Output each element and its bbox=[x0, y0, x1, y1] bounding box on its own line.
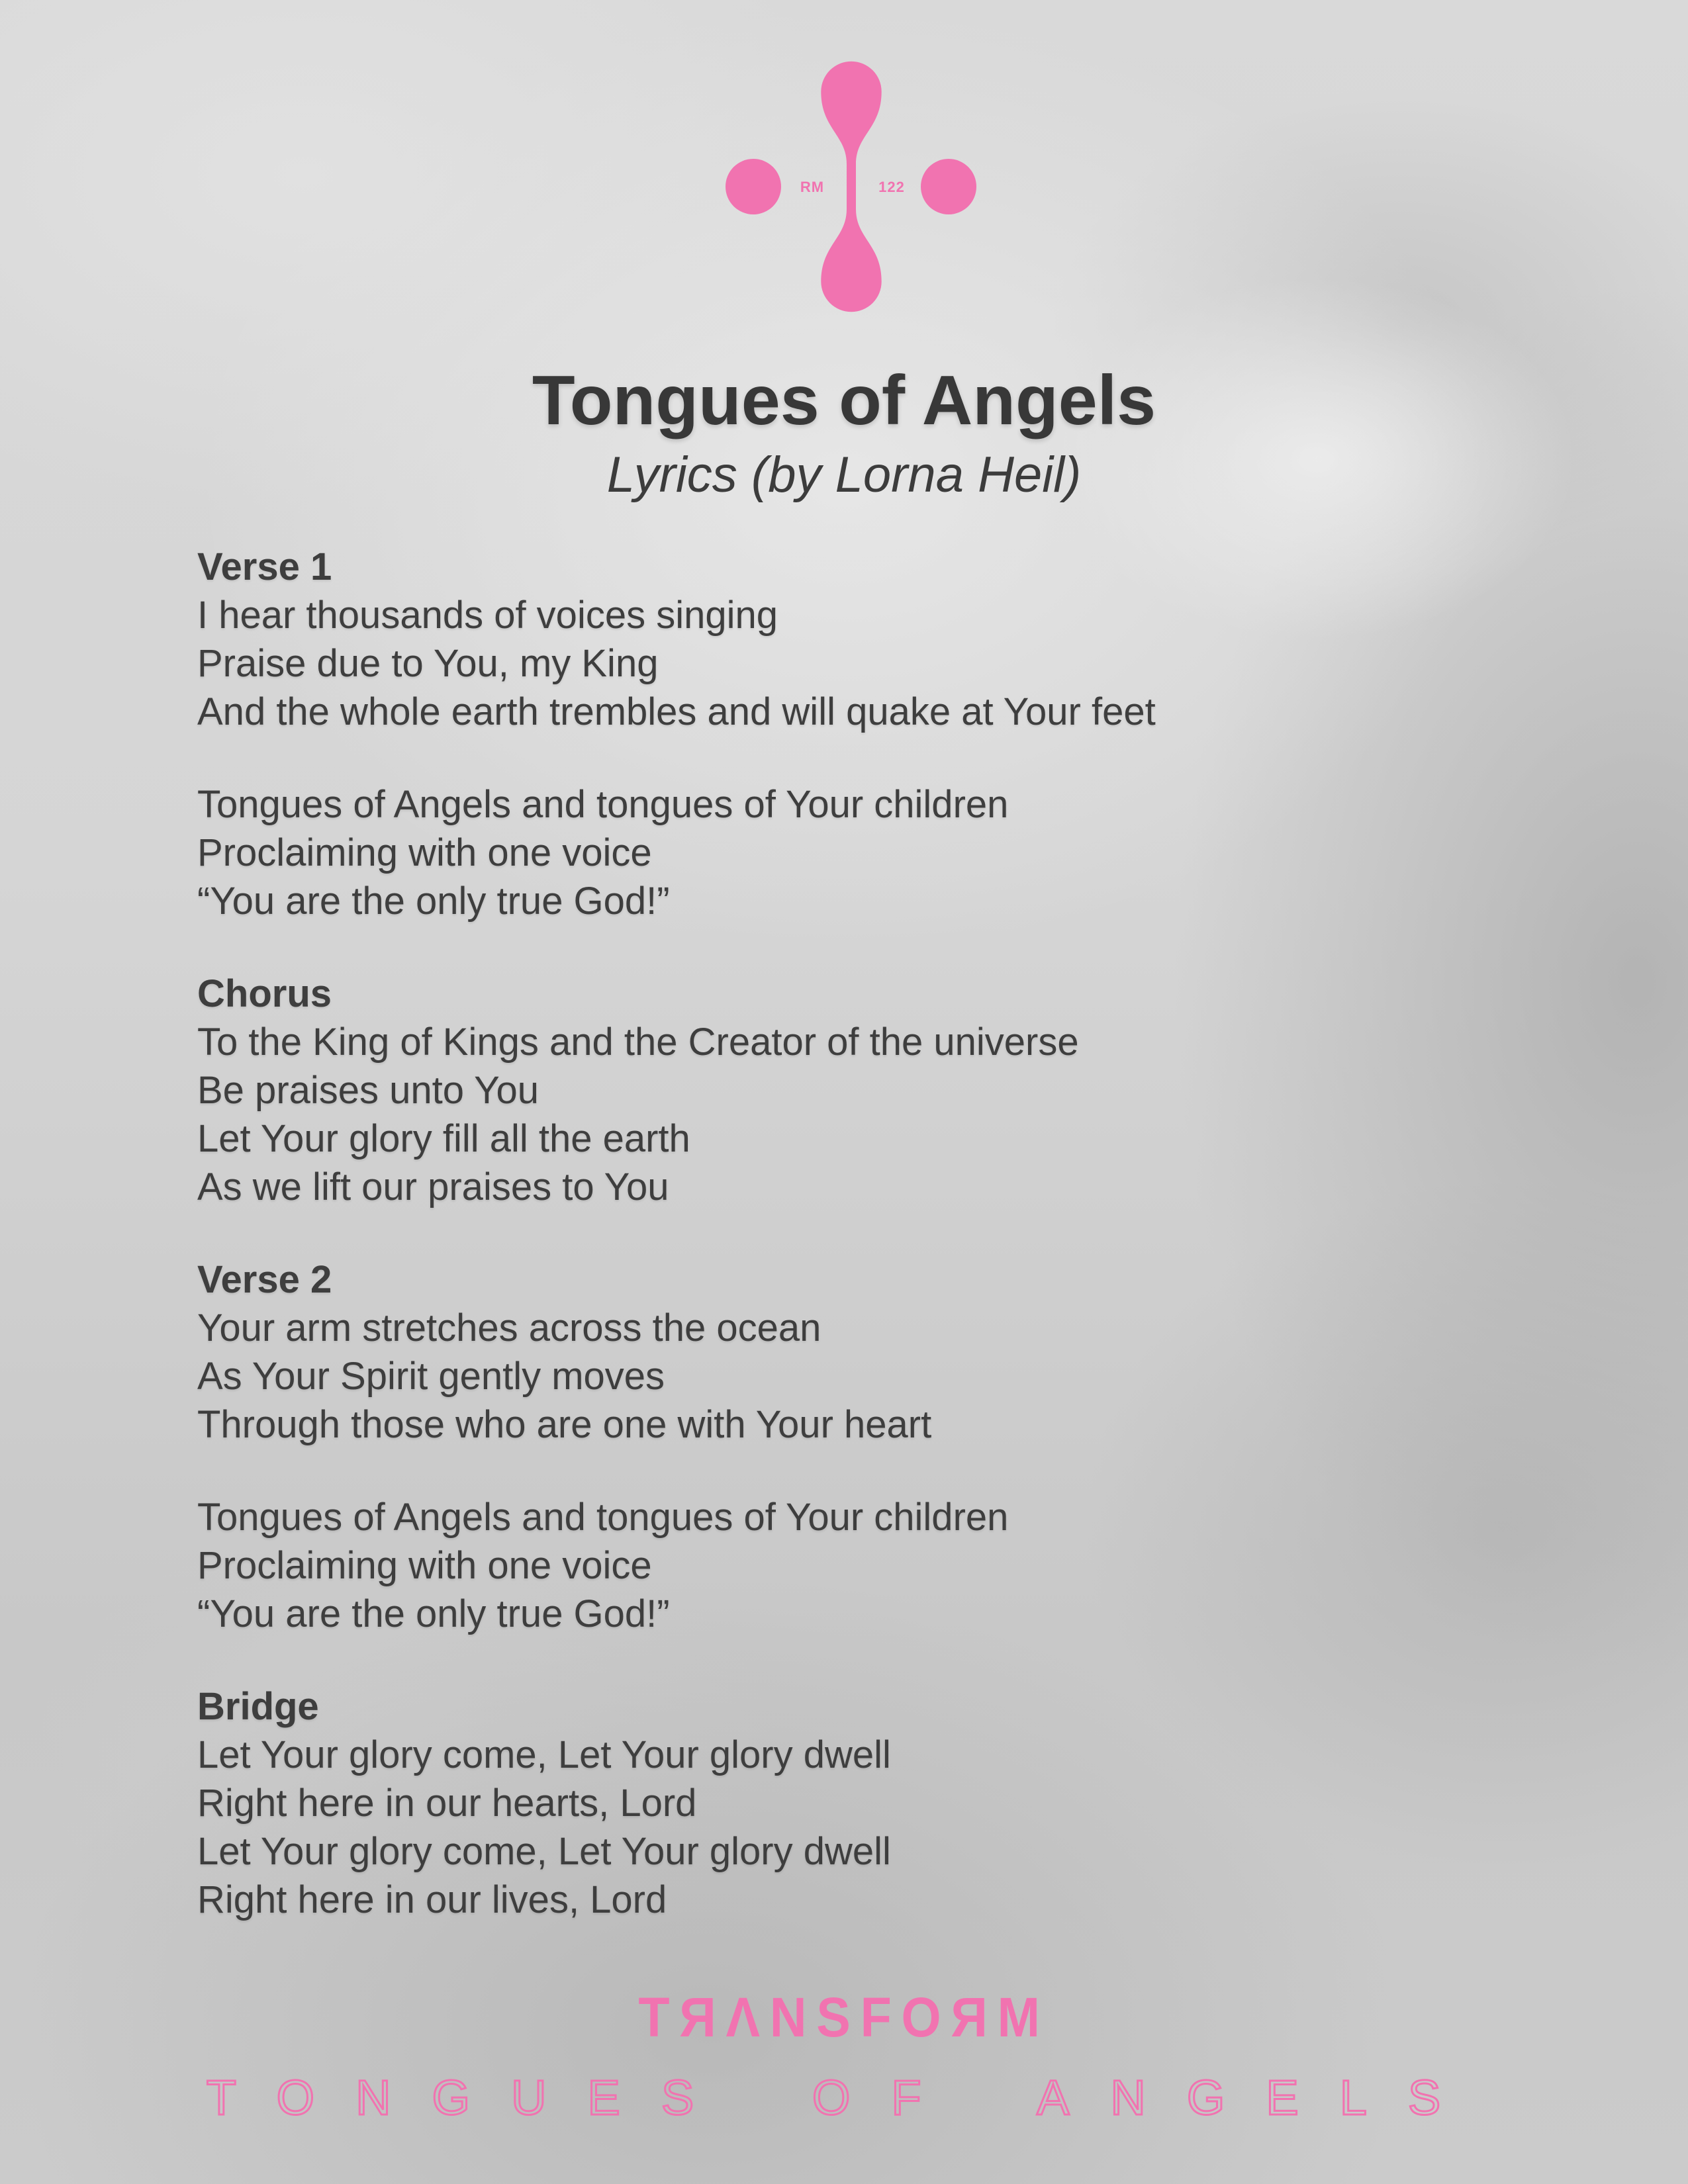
lyric-line: Let Your glory come, Let Your glory dwell bbox=[197, 1830, 891, 1873]
footer-song-title: TONGUES OF ANGELS bbox=[206, 2070, 1482, 2125]
logo-bottom-droplet-icon bbox=[821, 206, 881, 312]
lyric-line: Tongues of Angels and tongues of Your children bbox=[197, 783, 1009, 826]
transform-wordmark: TЯΛNSFOЯM bbox=[638, 1986, 1050, 2048]
lyric-line: I hear thousands of voices singing bbox=[197, 594, 778, 637]
section-verse-2 bbox=[197, 1255, 1521, 1449]
section-heading: Verse 2 bbox=[197, 1258, 332, 1301]
lyric-line: Tongues of Angels and tongues of Your children bbox=[197, 1496, 1009, 1539]
lyric-line: As Your Spirit gently moves bbox=[197, 1355, 665, 1398]
lyric-line: And the whole earth trembles and will quake at Your feet bbox=[197, 690, 1156, 733]
lyric-line: Praise due to You, my King bbox=[197, 642, 659, 685]
section-verse-1 bbox=[197, 543, 1521, 736]
logo-right-circle-icon bbox=[921, 159, 976, 214]
section-heading: Chorus bbox=[197, 972, 332, 1015]
section-bridge bbox=[197, 1682, 1521, 1924]
lyric-line: Let Your glory come, Let Your glory dwell bbox=[197, 1733, 891, 1776]
section-heading: Verse 1 bbox=[197, 545, 332, 588]
section-heading: Bridge bbox=[197, 1685, 319, 1728]
page-subtitle: Lyrics (by Lorna Heil) bbox=[606, 447, 1082, 503]
lyric-line: Right here in our lives, Lord bbox=[197, 1878, 667, 1921]
logo-rm-label: RM bbox=[800, 179, 825, 195]
lyric-line: Proclaiming with one voice bbox=[197, 831, 652, 874]
lyric-line: Your arm stretches across the ocean bbox=[197, 1306, 821, 1349]
lyric-line: Be praises unto You bbox=[197, 1069, 539, 1112]
lyric-line: Let Your glory fill all the earth bbox=[197, 1117, 690, 1160]
logo-top-droplet-icon bbox=[821, 62, 881, 167]
droplet-brand-logo bbox=[726, 61, 977, 312]
lyrics-block bbox=[197, 543, 1521, 1968]
lyric-line: To the King of Kings and the Creator of the universe bbox=[197, 1021, 1079, 1064]
logo-number-label: 122 bbox=[878, 179, 905, 195]
logo-left-circle-icon bbox=[726, 159, 781, 214]
section-refrain-1 bbox=[197, 780, 1521, 925]
lyric-line: “You are the only true God!” bbox=[197, 880, 670, 923]
logo-stem bbox=[847, 160, 856, 213]
section-refrain-2 bbox=[197, 1493, 1521, 1638]
section-chorus bbox=[197, 970, 1521, 1211]
lyric-line: Through those who are one with Your heart bbox=[197, 1403, 932, 1446]
lyric-line: Right here in our hearts, Lord bbox=[197, 1782, 697, 1825]
page-title: Tongues of Angels bbox=[532, 361, 1156, 439]
lyric-line: As we lift our praises to You bbox=[197, 1165, 669, 1208]
lyric-line: “You are the only true God!” bbox=[197, 1592, 670, 1635]
lyric-line: Proclaiming with one voice bbox=[197, 1544, 652, 1587]
